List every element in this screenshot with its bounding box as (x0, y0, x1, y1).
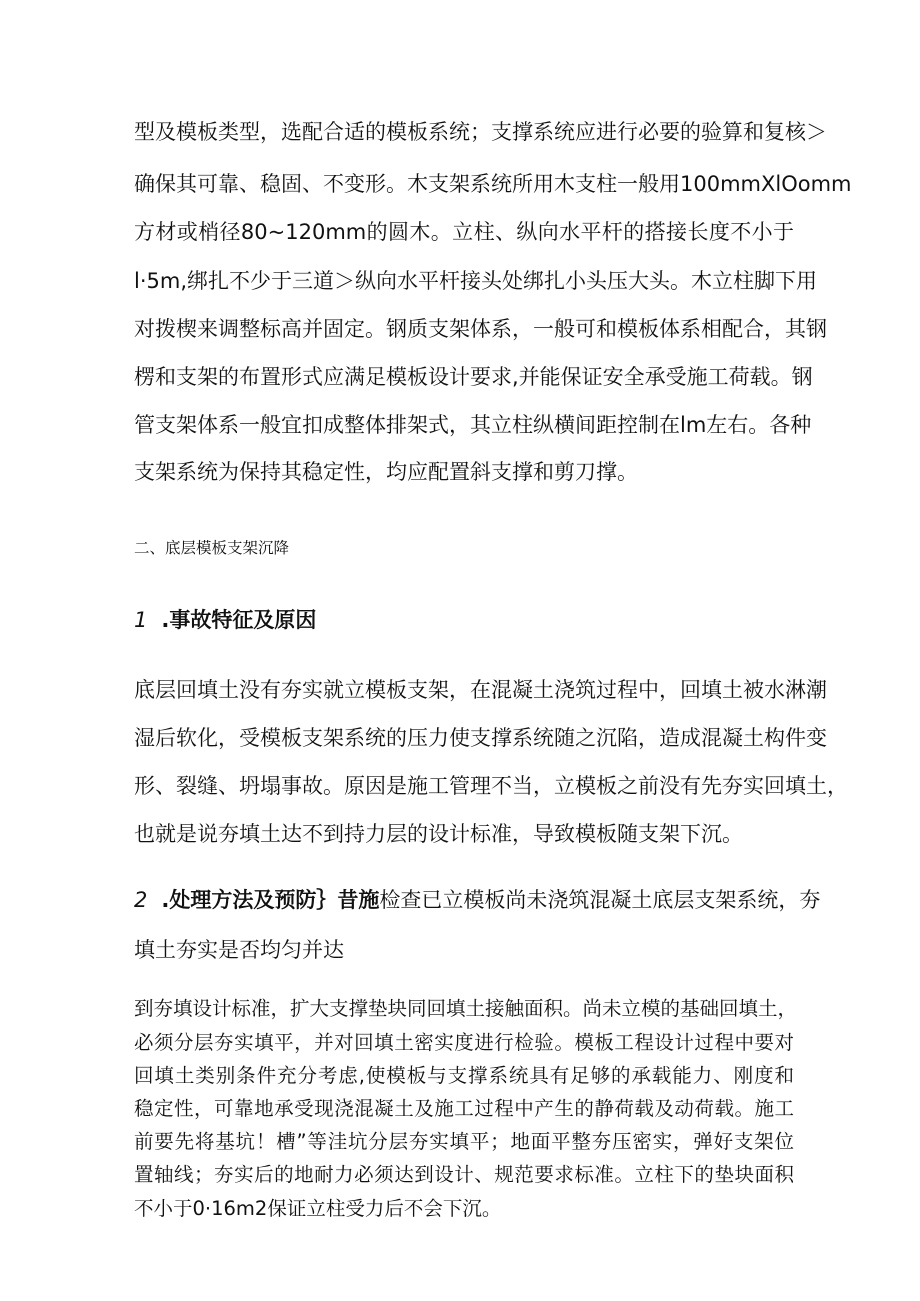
subsection-1-number: 1 (134, 608, 148, 632)
paragraph-3-line-2: 必须分层夯实填平，并对回填土密实度进行检验。模板工程设计过程中要对 (134, 1031, 794, 1054)
subsection-2-number: 2 (134, 888, 148, 912)
subsection-2-text-line-1: 检查已立模板尚未浇筑混凝土底层支架系统，夯 (379, 888, 821, 912)
paragraph-3-line-4: 稳定性，可靠地承受现浇混凝土及施工过程中产生的静荷载及动荷载。施工 (134, 1097, 794, 1120)
paragraph-1-line-8: 支架系统为保持其稳定性，均应配置斜支撑和剪刀撑。 (134, 460, 638, 484)
paragraph-2-line-3: 形、裂缝、坍塌事故。原因是施工管理不当，立模板之前没有先夯实回填土， (134, 774, 848, 798)
paragraph-2-line-1: 底层回填土没有夯实就立模板支架，在混凝土浇筑过程中，回填土被水淋潮 (134, 678, 827, 702)
paragraph-1-line-5: 对拨楔来调整标高并固定。钢质支架体系，一般可和模板体系相配合，其钢 (134, 317, 827, 341)
paragraph-1-line-1: 型及模板类型，选配合适的模板系统；支撑系统应进行必要的验算和复核＞ (134, 120, 827, 144)
paragraph-3-line-3: 回填土类别条件充分考虑,使模板与支撑系统具有足够的承载能力、刚度和 (134, 1064, 794, 1087)
subsection-1-title: .事故特征及原因 (161, 608, 317, 632)
paragraph-1-line-3: 方材或梢径80~120mm的圆木。立柱、纵向水平杆的搭接长度不小于 (134, 220, 794, 244)
paragraph-3-line-6: 置轴线；夯实后的地耐力必须达到设计、规范要求标准。立柱下的垫块面积 (134, 1163, 794, 1186)
subsection-2-title: .处理方法及预防｝昔施 (161, 888, 380, 912)
paragraph-3-line-5: 前要先将基坑！槽”等洼坑分层夯实填平；地面平整夯压密实，弹好支架位 (134, 1130, 794, 1153)
subsection-1-heading (134, 606, 316, 634)
paragraph-1-line-7: 管支架体系一般宜扣成整体排架式，其立柱纵横间距控制在lm左右。各种 (134, 413, 812, 437)
paragraph-1-line-6: 楞和支架的布置形式应满足模板设计要求,并能保证安全承受施工荷载。钢 (134, 365, 813, 389)
section-heading: 二、底层模板支架沉降 (134, 539, 290, 557)
paragraph-2-line-4: 也就是说夯填土达不到持力层的设计标准，导致模板随支架下沉。 (134, 822, 743, 846)
paragraph-3-line-7: 不小于0·16m2保证立柱受力后不会下沉。 (134, 1197, 502, 1220)
paragraph-2-line-2: 湿后软化，受模板支架系统的压力使支撑系统随之沉陷，造成混凝土构件变 (134, 726, 827, 750)
paragraph-1-line-2: 确保其可靠、稳固、不变形。木支架系统所用木支柱一般用100mmXlOomm (134, 172, 852, 196)
subsection-2-text-line-2: 填土夯实是否均匀并达 (134, 938, 344, 962)
subsection-2-heading-line (134, 886, 821, 914)
paragraph-1-line-4: l·5m,绑扎不少于三道＞纵向水平杆接头处绑扎小头压大头。木立柱脚下用 (134, 269, 817, 293)
paragraph-3-line-1: 到夯填设计标准，扩大支撑垫块同回填土接触面积。尚未立模的基础回填土， (134, 997, 798, 1020)
